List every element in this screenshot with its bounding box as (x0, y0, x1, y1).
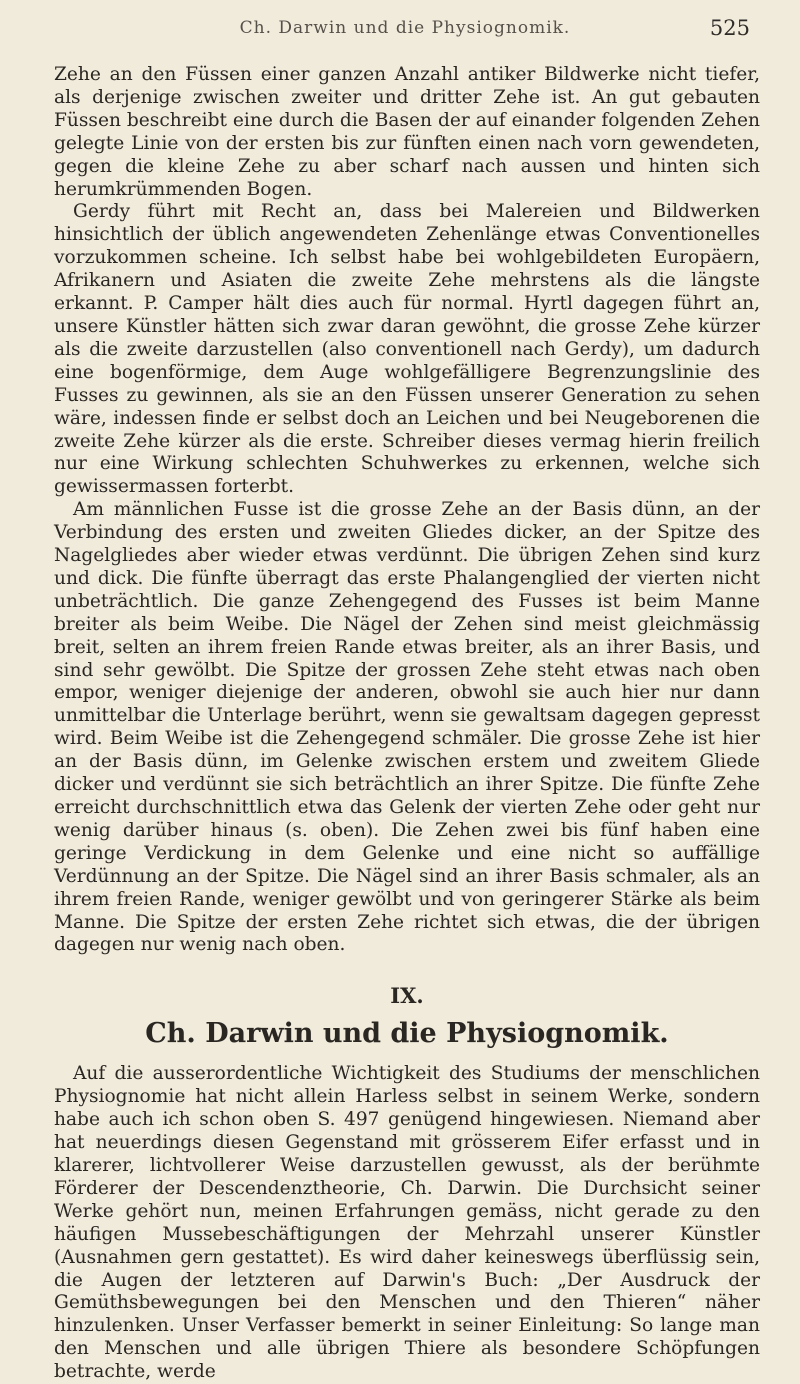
running-title: Ch. Darwin und die Physiognomik. (239, 18, 571, 38)
running-head (60, 18, 750, 44)
body-text (54, 64, 760, 1384)
paragraph: Am männlichen Fusse ist die grosse Zehe an der Basis dünn, an der Verbindung des ersten und zweiten Gliedes dicker, an der Spitze des Nagelgliedes aber wieder etwas verdünnt. Die übrigen Zehen sind kurz und dick. Die fünfte überragt das erste Phalangenglied der vierten nicht unbeträchtlich. Die ganze Zehengegend des Fusses ist beim Manne breiter als beim Weibe. Die Nägel der Zehen sind meist gleichmässig breit, selten an ihrem freien Rande etwas breiter, als an ihrer Basis, und sind sehr gewölbt. Die Spitze der grossen Zehe steht etwas nach oben empor, weniger diejenige der anderen, obwohl sie auch hier nur dann unmittelbar die Unterlage berührt, wenn sie gewaltsam dagegen gepresst wird. Beim Weibe ist die Zehengegend schmäler. Die grosse Zehe ist hier an der Basis dünn, im Gelenke zwischen erstem und zweitem Gliede dicker und verdünnt sie sich beträchtlich an ihrer Spitze. Die fünfte Zehe erreicht durchschnittlich etwa das Gelenk der vierten Zehe oder geht nur wenig darüber hinaus (s. oben). Die Zehen zwei bis fünf haben eine geringe Verdickung in dem Gelenke und eine nicht so auffällige Verdünnung an der Spitze. Die Nägel sind an ihrer Basis schmaler, als an ihrem freien Rande, weniger gewölbt und von geringerer Stärke als beim Manne. Die Spitze der ersten Zehe richtet sich etwas, die der übrigen dagegen nur wenig nach oben. (54, 499, 760, 956)
paragraph: Auf die ausserordentliche Wichtigkeit des Studiums der menschlichen Physiognomie hat nicht allein Harless selbst in seinem Werke, sondern habe auch ich schon oben S. 497 genügend hingewiesen. Niemand aber hat neuerdings diesen Gegenstand mit grösserem Eifer erfasst und in klarerer, lichtvollerer Weise darzustellen gewusst, als der berühmte Förderer der Descendenztheorie, Ch. Darwin. Die Durchsicht seiner Werke gehört nun, meinen Erfahrungen gemäss, nicht gerade zu den häufigen Mussebeschäftigungen der Mehrzahl unserer Künstler (Ausnahmen gern gestattet). Es wird daher keineswegs überflüssig sein, die Augen der letzteren auf Darwin's Buch: „Der Ausdruck der Gemüthsbewegungen bei den Menschen und den Thieren“ näher hinzulenken. Unser Verfasser bemerkt in seiner Einleitung: So lange man den Menschen und alle übrigen Thiere als besondere Schöpfungen betrachte, werde (54, 1063, 760, 1383)
paragraph: Gerdy führt mit Recht an, dass bei Malereien und Bildwerken hinsichtlich der üblich angewendeten Zehenlänge etwas Conventionelles vorzukommen scheine. Ich selbst habe bei wohlgebildeten Europäern, Afrikanern und Asiaten die zweite Zehe mehrstens als die längste erkannt. P. Camper hält dies auch für normal. Hyrtl dagegen führt an, unsere Künstler hätten sich zwar daran gewöhnt, die grosse Zehe kürzer als die zweite darzustellen (also conventionell nach Gerdy), um dadurch eine bogenförmige, dem Auge wohlgefälligere Begrenzungslinie des Fusses zu gewinnen, als sie an den Füssen unserer Generation zu sehen wäre, indessen finde er selbst doch an Leichen und bei Neugeborenen die zweite Zehe kürzer als die erste. Schreiber dieses vermag hierin freilich nur eine Wirkung schlechten Schuhwerkes zu erkennen, welche sich gewissermassen forterbt. (54, 201, 760, 498)
section-heading: Ch. Darwin und die Physiognomik. (145, 1018, 669, 1050)
page-number: 525 (709, 16, 750, 40)
paragraph: Zehe an den Füssen einer ganzen Anzahl antiker Bildwerke nicht tiefer, als derjenige zwischen zweiter und dritter Zehe ist. An gut gebauten Füssen beschreibt eine durch die Basen der auf einander folgenden Zehen gelegte Linie von der ersten bis zur fünften einen nach vorn gewendeten, gegen die kleine Zehe zu aber scharf nach aussen und hinten sich herumkrümmenden Bogen. (54, 64, 760, 200)
section-number: IX. (390, 983, 424, 1009)
